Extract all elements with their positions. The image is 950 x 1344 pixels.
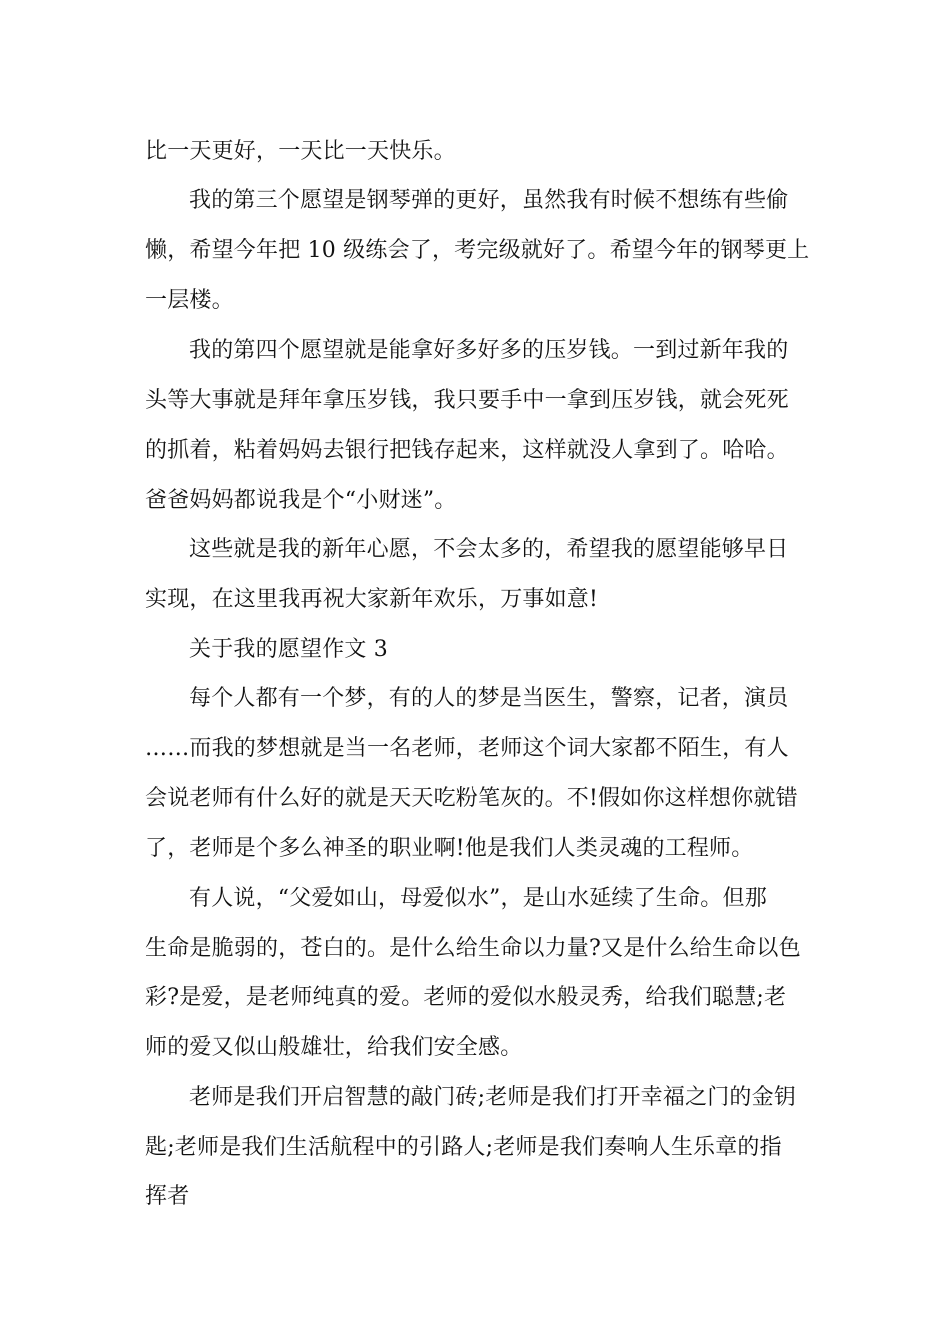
text-line: 懒，希望今年把 10 级练会了，考完级就好了。希望今年的钢琴更上 xyxy=(145,238,810,263)
paragraph-start-line: 有人说，“父爱如山，母爱似水”，是山水延续了生命。但那 xyxy=(189,886,767,911)
paragraph-start-line: 老师是我们开启智慧的敲门砖;老师是我们打开幸福之门的金钥 xyxy=(189,1085,797,1110)
text-line: 彩?是爱，是老师纯真的爱。老师的爱似水般灵秀，给我们聪慧;老 xyxy=(145,985,787,1010)
text-line: 会说老师有什么好的就是天天吃粉笔灰的。不!假如你这样想你就错 xyxy=(145,786,798,811)
text-line: 的抓着，粘着妈妈去银行把钱存起来，这样就没人拿到了。哈哈。 xyxy=(145,438,789,463)
text-line: 了，老师是个多么神圣的职业啊!他是我们人类灵魂的工程师。 xyxy=(145,836,754,861)
section-heading: 关于我的愿望作文 3 xyxy=(189,637,388,662)
text-line: 匙;老师是我们生活航程中的引路人;老师是我们奏响人生乐章的指 xyxy=(145,1135,782,1160)
text-line: 实现，在这里我再祝大家新年欢乐，万事如意! xyxy=(145,587,599,612)
paragraph-start-line: 我的第三个愿望是钢琴弹的更好，虽然我有时候不想练有些偷 xyxy=(189,188,789,213)
text-line: 一层楼。 xyxy=(145,288,234,313)
paragraph-start-line: 我的第四个愿望就是能拿好多好多的压岁钱。一到过新年我的 xyxy=(189,338,789,363)
text-line: 挥者 xyxy=(145,1184,190,1209)
text-line: 比一天更好，一天比一天快乐。 xyxy=(145,139,456,164)
paragraph-start-line: 这些就是我的新年心愿，不会太多的，希望我的愿望能够早日 xyxy=(189,537,789,562)
text-line: 头等大事就是拜年拿压岁钱，我只要手中一拿到压岁钱，就会死死 xyxy=(145,388,789,413)
text-line: 生命是脆弱的，苍白的。是什么给生命以力量?又是什么给生命以色 xyxy=(145,936,801,961)
text-line: ……而我的梦想就是当一名老师，老师这个词大家都不陌生，有人 xyxy=(145,736,789,761)
paragraph-start-line: 每个人都有一个梦，有的人的梦是当医生，警察，记者，演员 xyxy=(189,686,789,711)
text-line: 爸爸妈妈都说我是个“小财迷”。 xyxy=(145,488,457,513)
text-line: 师的爱又似山般雄壮，给我们安全感。 xyxy=(145,1035,523,1060)
